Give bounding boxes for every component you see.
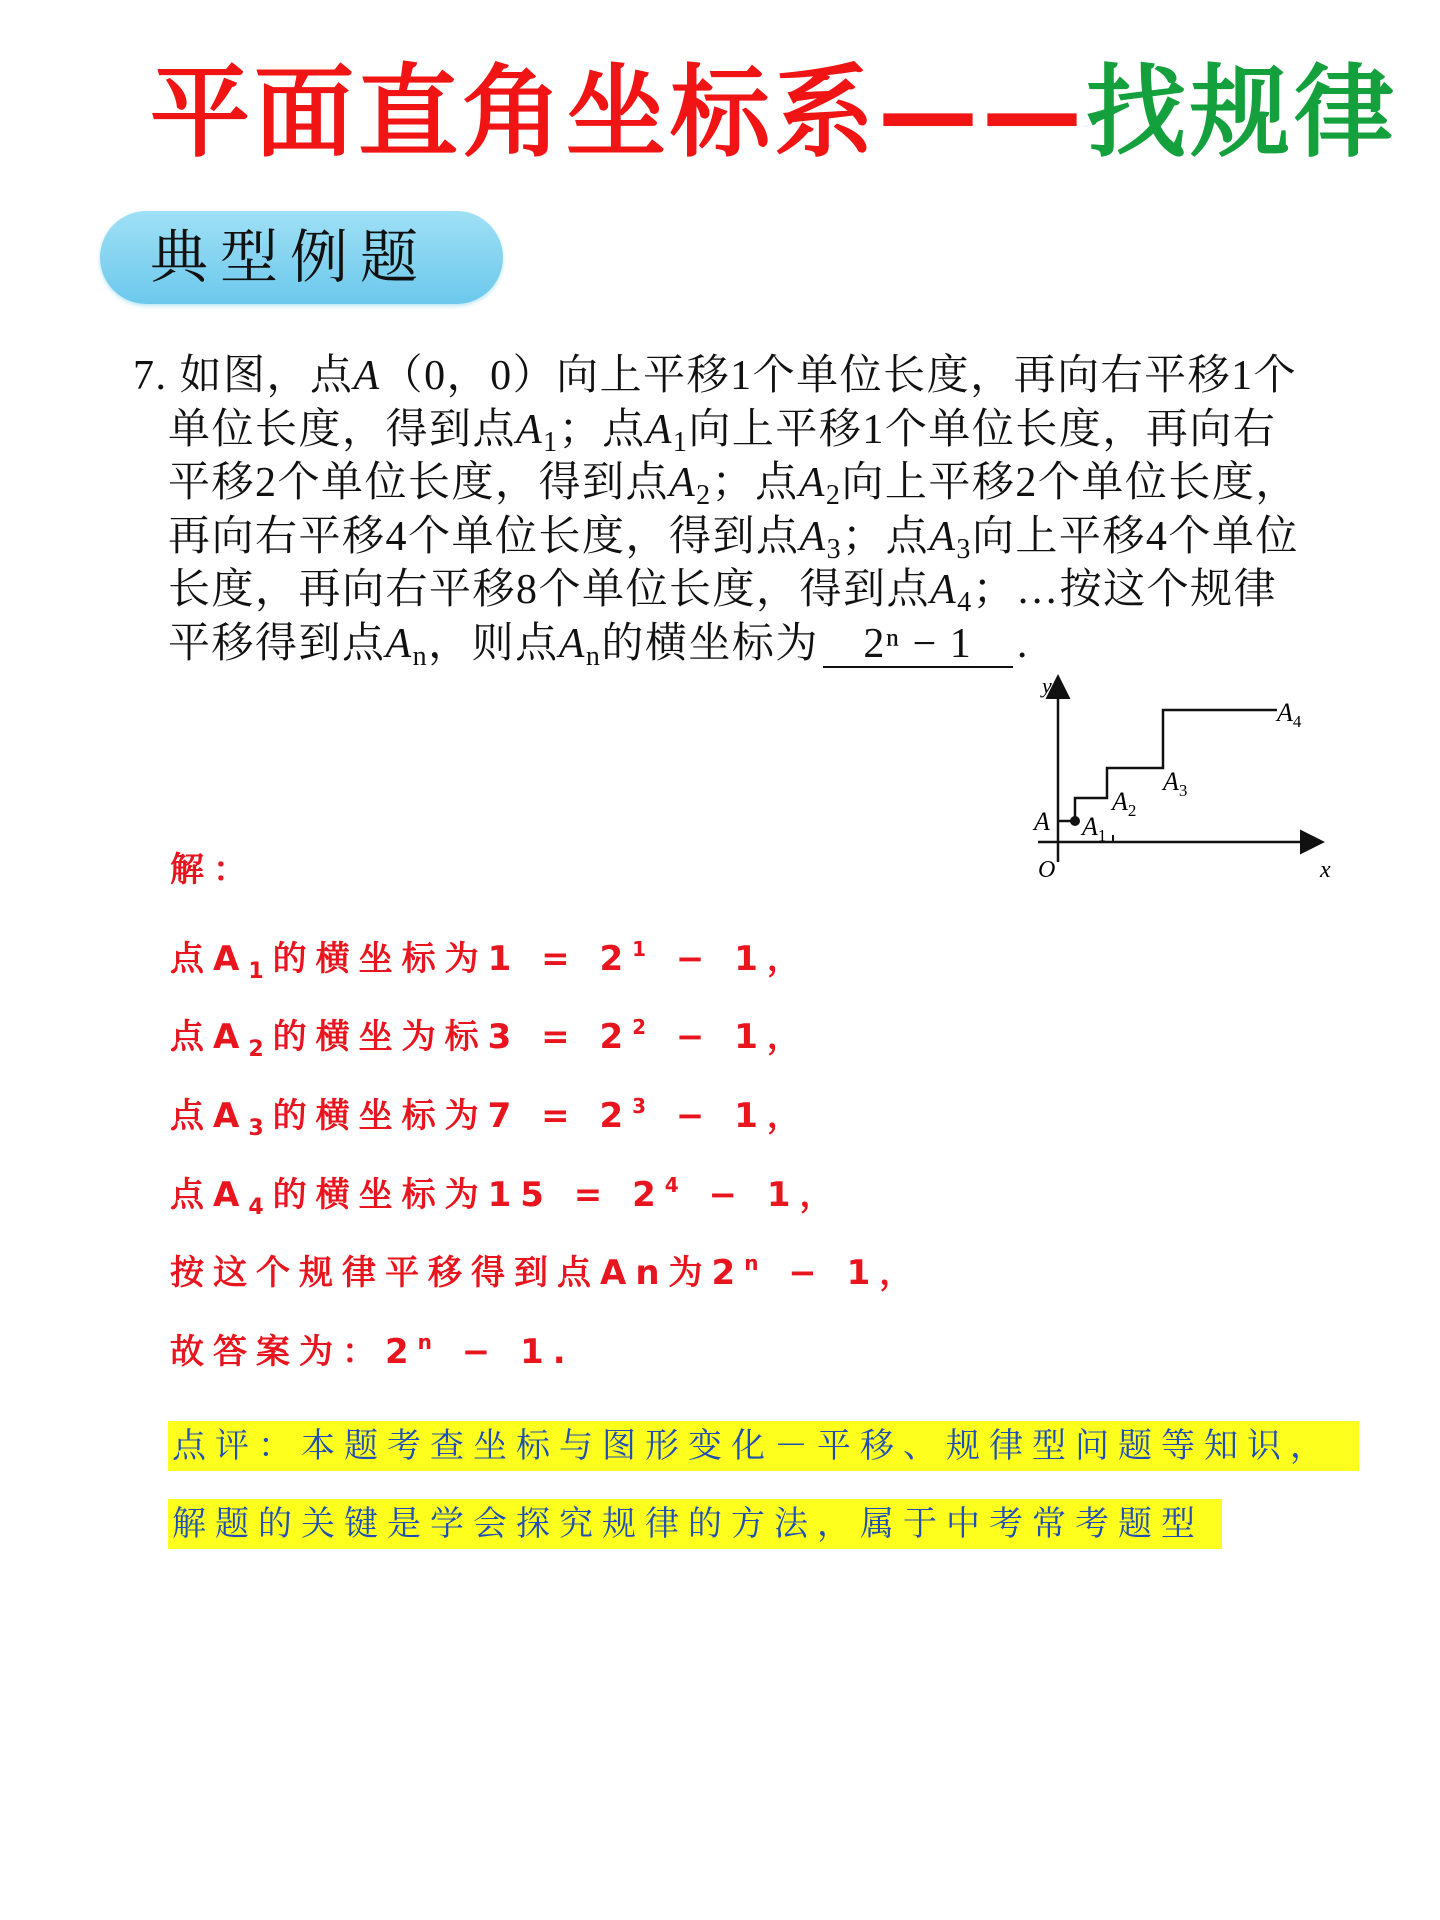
text-segment: 的横坐标为 [601, 620, 819, 667]
solution-line [170, 845, 922, 924]
text-segment: 的横坐标为15 = 2 [272, 1174, 665, 1215]
text-segment: n [412, 640, 429, 672]
text-segment: A [353, 353, 381, 399]
text-segment: 4 [248, 1194, 273, 1220]
section-badge-label: 典型例题 [150, 223, 431, 291]
text-segment: − 1， [655, 1096, 810, 1137]
text-segment: ；…按这个规律 [972, 567, 1278, 613]
text-segment: 平移得到点 [168, 620, 386, 667]
text-segment: 长度，再向右平移8个单位长度，得到点 [168, 567, 931, 613]
solution-line [170, 1238, 922, 1317]
problem-line [133, 404, 1299, 458]
text-segment: ，则点 [428, 620, 559, 667]
text-segment: 向上平移1个单位长度，再向右 [688, 406, 1277, 453]
text-segment: 2 [825, 480, 842, 511]
text-segment: 2 [632, 1015, 656, 1040]
text-segment: 点A [170, 938, 249, 979]
title-dash: —— [878, 54, 1086, 171]
label-a3: $A_3$ [1163, 767, 1188, 800]
text-segment: A [798, 460, 826, 506]
text-segment: 4 [664, 1172, 688, 1197]
text-segment: ；点 [558, 406, 646, 453]
text-segment: 1 [248, 958, 273, 984]
text-segment: 2 [248, 1037, 273, 1063]
solution-line [170, 1081, 922, 1160]
text-segment: . [1016, 620, 1029, 667]
solution-line [170, 924, 922, 1003]
text-segment: A [799, 513, 827, 560]
problem-line [133, 511, 1299, 565]
origin-label: O [1038, 857, 1056, 883]
text-segment: A [929, 513, 957, 560]
comment-line-1: 点评：本题考查坐标与图形变化－平移、规律型问题等知识， [168, 1421, 1359, 1471]
text-segment: 向上平移2个单位长度， [841, 460, 1299, 506]
text-segment: 7. 如图，点 [133, 353, 354, 399]
solution-line [170, 1160, 922, 1239]
problem-line [133, 564, 1299, 618]
text-segment: 向上平移4个单位 [971, 513, 1299, 560]
text-segment: 的横坐标为7 = 2 [272, 1096, 633, 1137]
problem-line [133, 618, 1299, 672]
section-badge [100, 211, 503, 304]
label-a: A [1034, 807, 1050, 836]
text-segment: A [669, 460, 697, 506]
text-segment: 3 [632, 1094, 656, 1119]
text-segment: （0，0）向上平移1个单位长度，再向右平移1个 [380, 353, 1298, 399]
text-segment: − 1， [655, 1017, 810, 1058]
text-segment: − 1， [767, 1253, 923, 1294]
text-segment: A [558, 620, 586, 667]
title-sub: 找规律 [1086, 54, 1398, 171]
problem-text [133, 350, 1299, 671]
text-segment: 点A [170, 1174, 249, 1215]
text-segment: n [585, 640, 602, 672]
text-segment: 1 [632, 936, 656, 961]
text-segment: A [385, 620, 413, 667]
text-segment: 点A [170, 1017, 249, 1058]
text-segment: n [417, 1330, 441, 1355]
label-a1: $A_1$ [1082, 812, 1107, 845]
problem-line [133, 457, 1299, 511]
text-segment: n [744, 1251, 768, 1276]
text-segment: 4 [957, 587, 973, 618]
text-segment: 1 [672, 426, 689, 458]
title-main: 平面直角坐标系 [150, 54, 878, 171]
text-segment: 1 [543, 426, 559, 458]
text-segment: A [645, 406, 673, 453]
point-a1-dot [1070, 816, 1080, 826]
text-segment: 平移2个单位长度，得到点 [168, 460, 670, 506]
solution-line [170, 1317, 922, 1396]
problem-line [133, 350, 1299, 404]
text-segment: 解： [170, 850, 256, 890]
solution-text [170, 845, 922, 1396]
text-segment: − 1， [655, 938, 810, 979]
text-segment: A [930, 567, 958, 613]
answer-blank: 2ⁿ − 1 [823, 622, 1013, 668]
text-segment: − 1， [687, 1174, 843, 1215]
text-segment: A [516, 406, 544, 453]
text-segment: 3 [826, 533, 843, 565]
staircase-path [1058, 710, 1277, 821]
text-segment: 2 [696, 480, 712, 511]
text-segment: − 1. [440, 1332, 575, 1373]
x-axis-label: x [1320, 857, 1331, 883]
text-segment: 3 [956, 533, 972, 565]
text-segment: 再向右平移4个单位长度，得到点 [168, 513, 800, 560]
y-axis-label: y [1042, 673, 1052, 698]
label-a2: $A_2$ [1112, 787, 1137, 820]
staircase-diagram [1020, 665, 1350, 895]
label-a4: $A_4$ [1277, 698, 1302, 731]
text-segment: 的横坐标为1 = 2 [272, 938, 633, 979]
text-segment: 点A [170, 1096, 249, 1137]
comment-line-2: 解题的关键是学会探究规律的方法，属于中考常考题型 [168, 1499, 1222, 1549]
text-segment: 的横坐为标3 = 2 [272, 1017, 633, 1058]
text-segment: 按这个规律平移得到点An为2 [170, 1253, 745, 1294]
text-segment: 故答案为：2 [170, 1332, 418, 1373]
text-segment: ；点 [711, 460, 799, 506]
solution-line [170, 1002, 922, 1081]
text-segment: 3 [248, 1116, 273, 1142]
text-segment: ；点 [842, 513, 930, 560]
page-title [150, 54, 1398, 171]
text-segment: 单位长度，得到点 [168, 406, 517, 453]
